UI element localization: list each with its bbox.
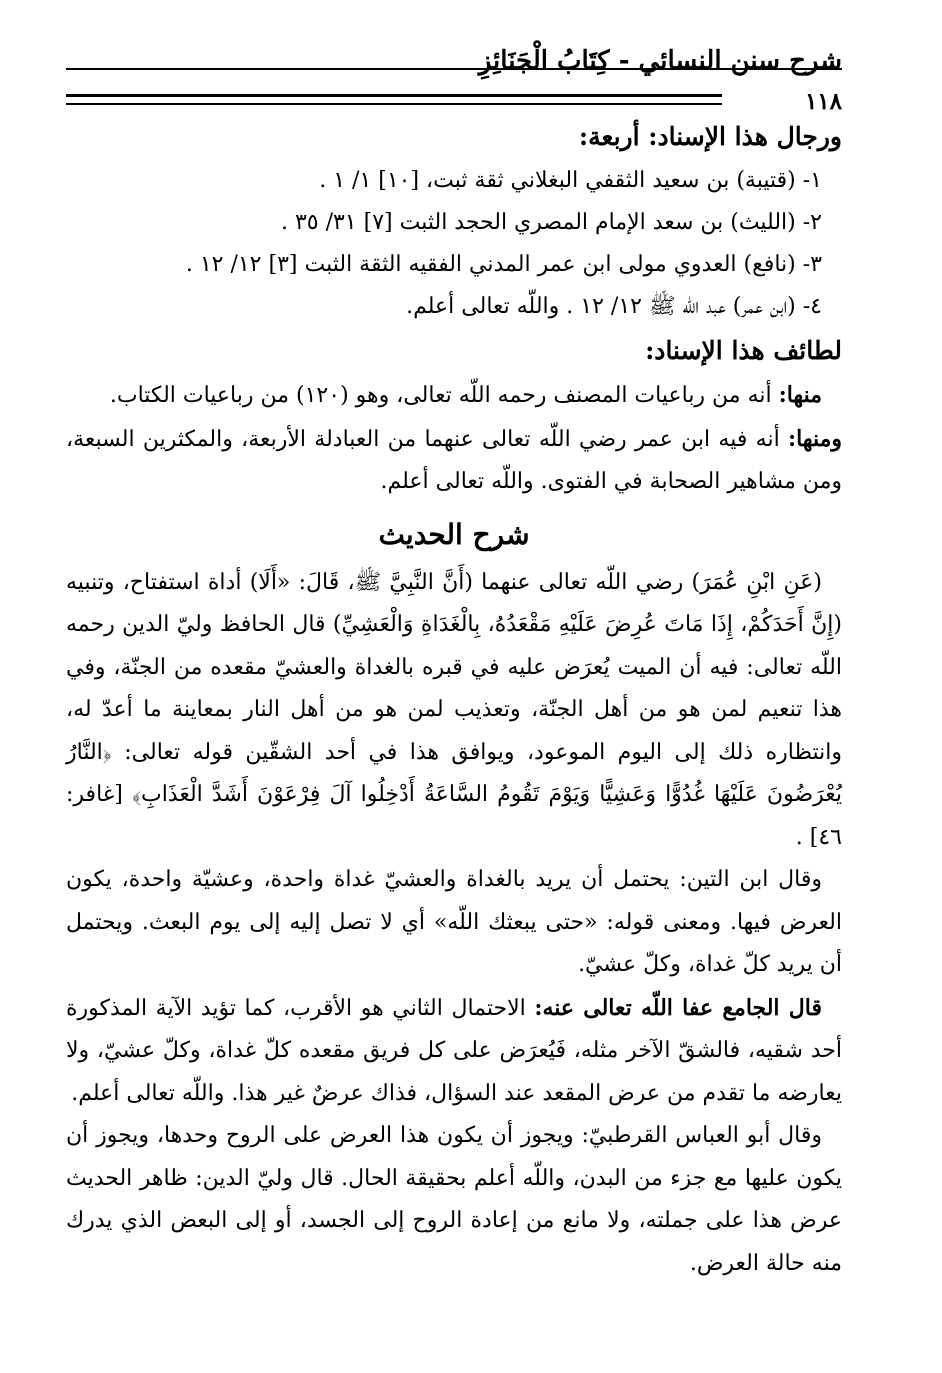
paragraph-text: أنه فيه ابن عمر رضي اللّه تعالى عنهما من العبادلة الأربعة، والمكثرين السبعة، ومن مشاهير الصحابة في الفتوى. واللّه تعالى أعلم.	[66, 426, 842, 494]
page-number: ١١٨	[795, 88, 842, 115]
paragraph-lead: منها:	[778, 382, 822, 408]
running-header	[66, 40, 842, 115]
paragraph-text: أنه من رباعيات المصنف رحمه اللّه تعالى، وهو (١٢٠) من رباعيات الكتاب.	[109, 383, 779, 408]
narrator-item-3: ٣- (نافع) العدوي مولى ابن عمر المدني الفقيه الثقة الثبت [٣] ١٢/ ١٢ .	[185, 252, 822, 277]
explanation-paragraph-2: وقال ابن التين: يحتمل أن يريد بالغداة والعشيّ غداة واحدة، وعشيّة واحدة، يكون العرض فيها. ومعنى قوله: «حتى يبعثك اللّه» أي لا تصل إليه إلى يوم البعث. ويحتمل أن يريد كلّ غداة، وكلّ عشيّ.	[66, 867, 842, 977]
explanation-paragraph-3	[66, 987, 842, 1116]
narrator-item-1: ١- (قتيبة) بن سعيد الثقفي البغلاني ثقة ثبت، [١٠] ١/ ١ .	[319, 168, 822, 193]
narrator-item-2: ٢- (الليث) بن سعد الإمام المصري الحجد الثبت [٧] ٣١/ ٣٥ .	[280, 210, 822, 235]
narrator-item-4: ٤- (ابن عمر) عبد اللّه ﷺ ١٢/ ١٢ . واللّه تعالى أعلم.	[406, 294, 822, 319]
explanation-paragraph-1: (عَنِ ابْنِ عُمَرَ) رضي اللّه تعالى عنهما (أَنَّ النَّبِيَّ ﷺ، قَالَ: «أَلَا) أداة استفتاح، وتنبيه (إِنَّ أَحَدَكُمْ، إِذَا مَاتَ عُرِضَ عَلَيْهِ مَقْعَدُهُ، بِالْغَدَاةِ وَالْعَشِيِّ) قال الحافظ وليّ الدين رحمه اللّه تعالى: فيه أن الميت يُعرَض عليه في قبره بالغداة والعشيّ مقعده من الجنّة، وفي هذا تنعيم لمن هو من أهل الجنّة، وتعذيب لمن هو من أهل النار بمعاينة ما أعدّ له، وانتظاره ذلك إلى اليوم الموعود، ويوافق هذا في أحد الشقّين قوله تعالى: ﴿النَّارُ يُعْرَضُونَ عَلَيْهَا غُدُوًّا وَعَشِيًّا وَيَوْمَ تَقُومُ السَّاعَةُ أَدْخِلُوا آلَ فِرْعَوْنَ أَشَدَّ الْعَذَابِ﴾ [غافر: ٤٦] .	[66, 569, 842, 850]
paragraph-lead: ومنها:	[787, 425, 842, 452]
paragraph-text: الاحتمال الثاني هو الأقرب، كما تؤيد الآية المذكورة أحد شقيه، فالشقّ الآخر مثله، فَيُعرَض على كل فريق مقعده كلّ غداة، وكلّ عشيّ، ولا يعارضه ما تقدم من عرض المقعد عند السؤال، فذاك عرضٌ غير هذا. واللّه تعالى أعلم.	[66, 995, 842, 1106]
subtleties-paragraph-2	[66, 418, 842, 504]
page	[66, 40, 842, 1285]
section-title: شرح الحديث	[378, 517, 530, 551]
paragraph-lead: قال الجامع عفا اللّه تعالى عنه:	[534, 994, 822, 1021]
subtleties-heading: لطائف هذا الإسناد:	[645, 336, 842, 365]
running-title: شرح سنن النسائي - كِتَابُ الْجَنَائِزِ	[478, 46, 842, 76]
header-rule-top	[66, 68, 842, 70]
header-rule-double	[66, 94, 722, 105]
explanation-paragraph-4: وقال أبو العباس القرطبيّ: ويجوز أن يكون هذا العرض على الروح وحدها، ويجوز أن يكون عليها مع جزء من البدن، واللّه أعلم بحقيقة الحال. قال وليّ الدين: ظاهر الحديث عرض هذا على جملته، ولا مانع من إعادة الروح إلى الجسد، أو إلى البعض الذي يدرك منه حالة العرض.	[66, 1123, 842, 1276]
subtleties-paragraph-1	[66, 374, 842, 418]
narrators-heading: ورجال هذا الإسناد: أربعة:	[578, 122, 842, 151]
